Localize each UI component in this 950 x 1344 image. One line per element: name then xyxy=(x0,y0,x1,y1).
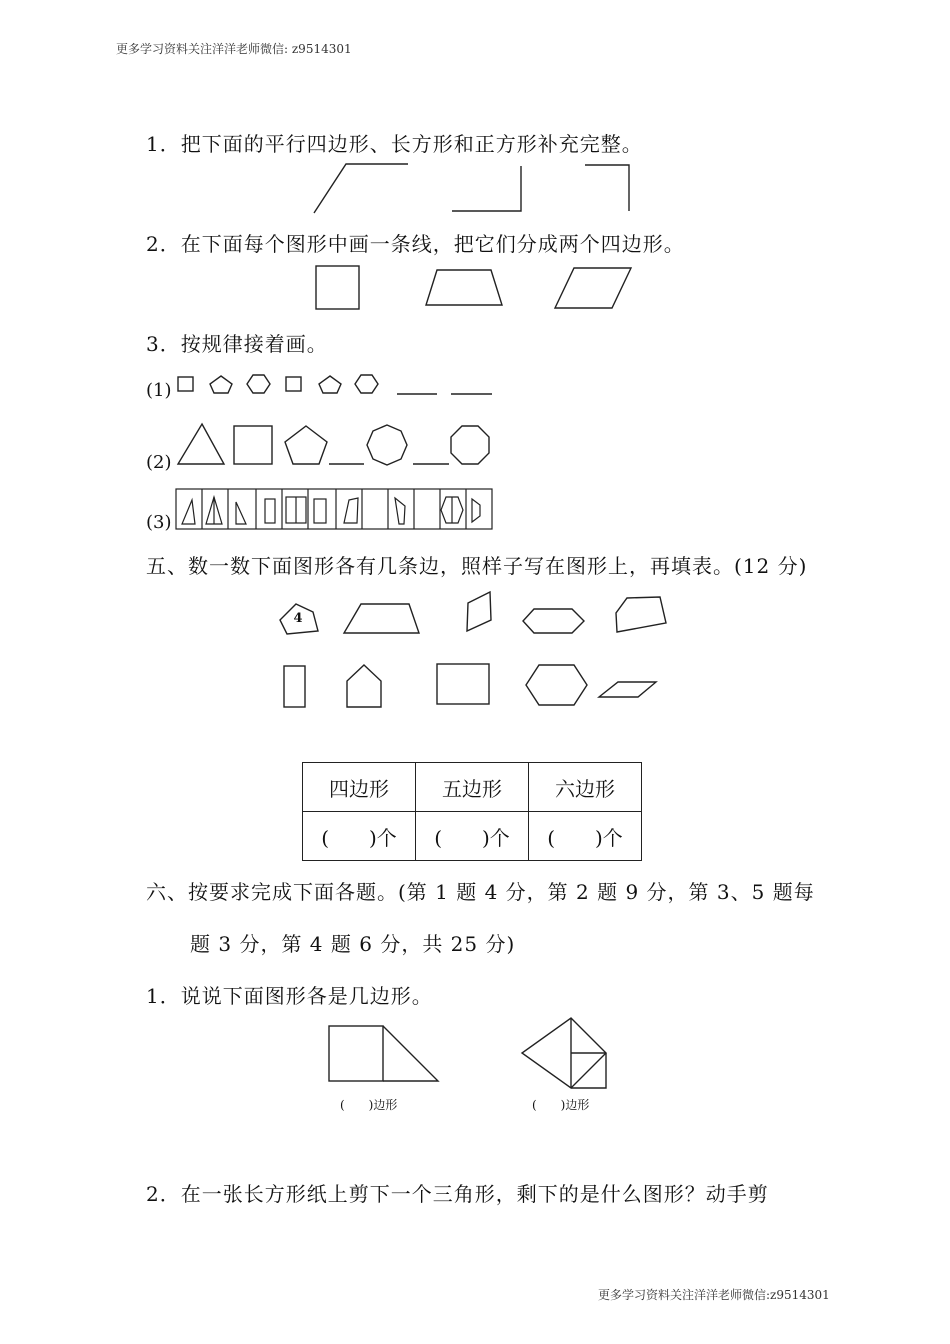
pattern-pentagon-small xyxy=(319,376,341,393)
example-count-label: 4 xyxy=(293,611,303,626)
count-parallelogram xyxy=(599,682,656,697)
question-2-text: 2．在下面每个图形中画一条线，把它们分成两个四边形。 xyxy=(146,232,685,256)
pattern-label-1: (1) xyxy=(146,380,172,401)
count-tall-rectangle xyxy=(284,666,305,707)
count-pentagon-irregular xyxy=(616,597,666,632)
pattern-label-3: (3) xyxy=(146,512,172,533)
pattern-square-small xyxy=(286,377,301,391)
count-hexagon xyxy=(526,665,587,705)
polygon-answer-2[interactable]: ( )边形 xyxy=(532,1098,590,1112)
count-hexagon-flat xyxy=(523,609,584,633)
incomplete-square xyxy=(585,165,629,211)
section-6-title-line2: 题 3 分，第 4 题 6 分，共 25 分) xyxy=(190,932,516,956)
pattern-square xyxy=(234,426,272,464)
pattern-hexagon-small xyxy=(355,375,378,393)
pattern-card-row xyxy=(176,489,492,529)
count-quadrilateral xyxy=(467,592,491,631)
pattern-label-2: (2) xyxy=(146,452,172,473)
pattern-octagon xyxy=(451,426,489,464)
table-answer-quadrilateral[interactable]: ( )个 xyxy=(303,812,416,861)
square-shape xyxy=(316,266,359,309)
pattern-heptagon xyxy=(367,425,407,465)
table-answer-hexagon[interactable]: ( )个 xyxy=(529,812,642,861)
pattern-pentagon xyxy=(285,426,327,464)
table-header-quadrilateral: 四边形 xyxy=(303,763,416,812)
pattern-square-small xyxy=(178,377,193,391)
composite-figure-1 xyxy=(329,1026,438,1081)
table-header-pentagon: 五边形 xyxy=(416,763,529,812)
count-trapezoid xyxy=(344,604,419,633)
table-answer-pentagon[interactable]: ( )个 xyxy=(416,812,529,861)
table-header-hexagon: 六边形 xyxy=(529,763,642,812)
incomplete-parallelogram xyxy=(314,164,408,213)
count-rectangle xyxy=(437,664,489,704)
section-6-title-line1: 六、按要求完成下面各题。(第 1 题 4 分，第 2 题 9 分，第 3、5 题每 xyxy=(146,880,815,904)
polygon-answer-1[interactable]: ( )边形 xyxy=(340,1098,398,1112)
count-house-pentagon xyxy=(347,665,381,707)
pattern-triangle xyxy=(178,424,224,464)
section-5-title: 五、数一数下面图形各有几条边，照样子写在图形上，再填表。(12 分) xyxy=(146,554,808,578)
header-note: 更多学习资料关注洋洋老师微信: z9514301 xyxy=(116,42,352,56)
composite-figure-2 xyxy=(522,1018,606,1088)
parallelogram-shape xyxy=(555,268,631,308)
count-table xyxy=(302,762,642,861)
question-3-text: 3．按规律接着画。 xyxy=(146,332,328,356)
incomplete-rectangle xyxy=(452,166,521,211)
section-6-question-2-text: 2．在一张长方形纸上剪下一个三角形，剩下的是什么图形？动手剪 xyxy=(146,1182,769,1206)
footer-note: 更多学习资料关注洋洋老师微信:z9514301 xyxy=(598,1288,830,1302)
pattern-hexagon-small xyxy=(247,375,270,393)
trapezoid-shape xyxy=(426,270,502,305)
section-6-question-1-text: 1．说说下面图形各是几边形。 xyxy=(146,984,433,1008)
pattern-pentagon-small xyxy=(210,376,232,393)
question-1-text: 1．把下面的平行四边形、长方形和正方形补充完整。 xyxy=(146,132,643,156)
